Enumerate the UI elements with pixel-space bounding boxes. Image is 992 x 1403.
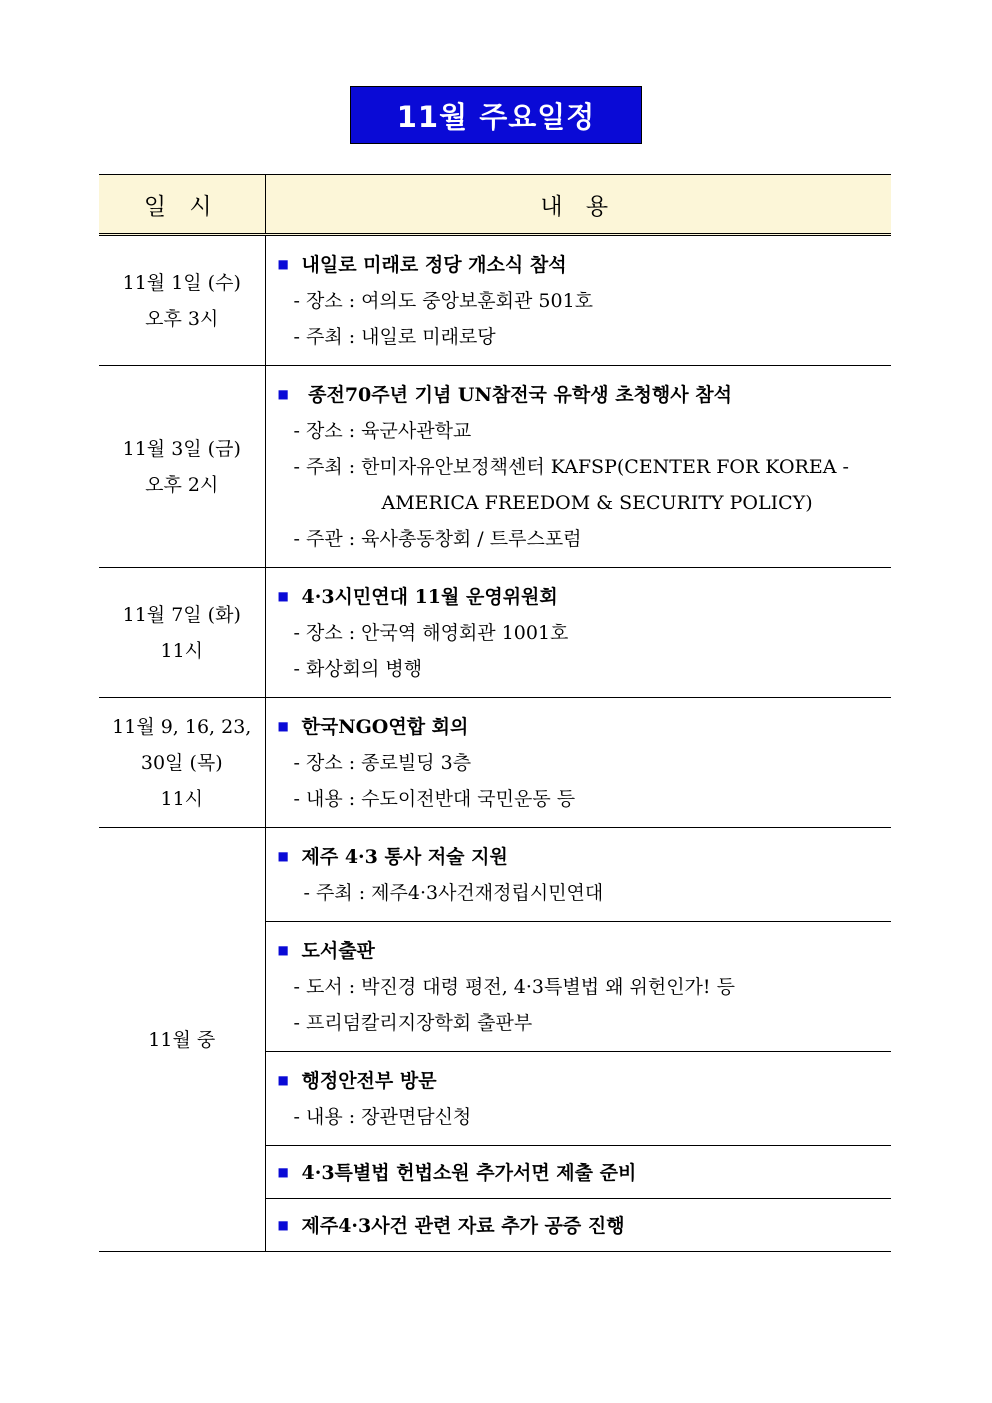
table-row bbox=[99, 235, 891, 366]
item-title: ■ 4·3특별법 헌법소원 추가서면 제출 준비 bbox=[278, 1154, 892, 1191]
item-detail: - 장소 : 육군사관학교 bbox=[293, 420, 472, 442]
item-detail: - 주최 : 한미자유안보정책센터 KAFSP(CENTER FOR KOREA - bbox=[293, 456, 849, 478]
time-line: 오후 3시 bbox=[145, 307, 219, 330]
item-detail: - 주관 : 육사총동창회 / 트루스포럼 bbox=[293, 528, 582, 550]
item-title: ■ 제주4·3사건 관련 자료 추가 공증 진행 bbox=[278, 1207, 892, 1244]
content-cell bbox=[265, 1199, 891, 1252]
item-title: ■ 종전70주년 기념 UN참전국 유학생 초청행사 참석 bbox=[278, 376, 892, 413]
item-title: ■ 한국NGO연합 회의 bbox=[278, 708, 892, 745]
bullet-icon: ■ bbox=[277, 1164, 289, 1179]
content-cell bbox=[265, 366, 891, 568]
date-cell bbox=[99, 366, 265, 568]
item-title: ■ 4·3시민연대 11월 운영위원회 bbox=[278, 578, 892, 615]
schedule-table bbox=[99, 174, 891, 1252]
item-title: ■ 도서출판 bbox=[278, 932, 892, 969]
bullet-icon: ■ bbox=[277, 943, 289, 957]
content-cell bbox=[265, 568, 891, 698]
content-cell bbox=[265, 1146, 891, 1199]
table-row bbox=[99, 568, 891, 698]
item-detail: - 주최 : 제주4·3사건재정립시민연대 bbox=[303, 882, 604, 904]
bullet-icon: ■ bbox=[277, 589, 289, 603]
item-title: ■ 내일로 미래로 정당 개소식 참석 bbox=[278, 246, 892, 283]
item-title: ■ 제주 4·3 통사 저술 지원 bbox=[278, 838, 892, 875]
item-detail: - 화상회의 병행 bbox=[293, 658, 423, 680]
item-detail: - 도서 : 박진경 대령 평전, 4·3특별법 왜 위헌인가! 등 bbox=[293, 976, 735, 998]
bullet-icon: ■ bbox=[277, 1217, 289, 1232]
content-cell bbox=[265, 828, 891, 922]
item-detail: - 장소 : 안국역 해영회관 1001호 bbox=[293, 622, 569, 644]
page-title: 11월 주요일정 bbox=[396, 99, 596, 134]
time-line: 오후 2시 bbox=[145, 473, 219, 496]
date-cell bbox=[99, 698, 265, 828]
table-row bbox=[99, 698, 891, 828]
bullet-icon: ■ bbox=[277, 719, 289, 733]
item-detail: - 장소 : 종로빌딩 3층 bbox=[293, 752, 472, 774]
item-detail: - 프리덤칼리지장학회 출판부 bbox=[293, 1012, 533, 1034]
date-line: 11월 9, 16, 23, bbox=[112, 715, 252, 738]
content-cell bbox=[265, 1052, 891, 1146]
content-cell bbox=[265, 698, 891, 828]
title-banner bbox=[350, 86, 642, 144]
date-line: 11월 중 bbox=[148, 1028, 216, 1051]
date-line: 11월 1일 (수) bbox=[122, 271, 241, 294]
date-cell bbox=[99, 828, 265, 1252]
date-line: 30일 (목) bbox=[140, 751, 223, 774]
item-detail: - 주최 : 내일로 미래로당 bbox=[293, 326, 496, 348]
item-title: ■ 행정안전부 방문 bbox=[278, 1062, 892, 1099]
bullet-icon: ■ bbox=[277, 849, 289, 863]
table-header-row bbox=[99, 175, 891, 235]
table-row bbox=[99, 828, 891, 922]
bullet-icon: ■ bbox=[277, 257, 289, 271]
bullet-icon: ■ bbox=[277, 387, 289, 401]
content-cell bbox=[265, 922, 891, 1052]
time-line: 11시 bbox=[160, 787, 204, 810]
bullet-icon: ■ bbox=[277, 1073, 289, 1087]
item-detail: - 내용 : 장관면담신청 bbox=[293, 1106, 472, 1128]
header-content: 내 용 bbox=[265, 175, 891, 235]
content-cell bbox=[265, 235, 891, 366]
table-row bbox=[99, 366, 891, 568]
time-line: 11시 bbox=[160, 639, 204, 662]
date-cell bbox=[99, 568, 265, 698]
item-detail: - 장소 : 여의도 중앙보훈회관 501호 bbox=[293, 290, 594, 312]
date-line: 11월 3일 (금) bbox=[122, 437, 241, 460]
date-cell bbox=[99, 235, 265, 366]
item-detail: AMERICA FREEDOM & SECURITY POLICY) bbox=[381, 492, 813, 514]
item-detail: - 내용 : 수도이전반대 국민운동 등 bbox=[293, 788, 576, 810]
header-date: 일 시 bbox=[99, 175, 265, 235]
date-line: 11월 7일 (화) bbox=[122, 603, 241, 626]
